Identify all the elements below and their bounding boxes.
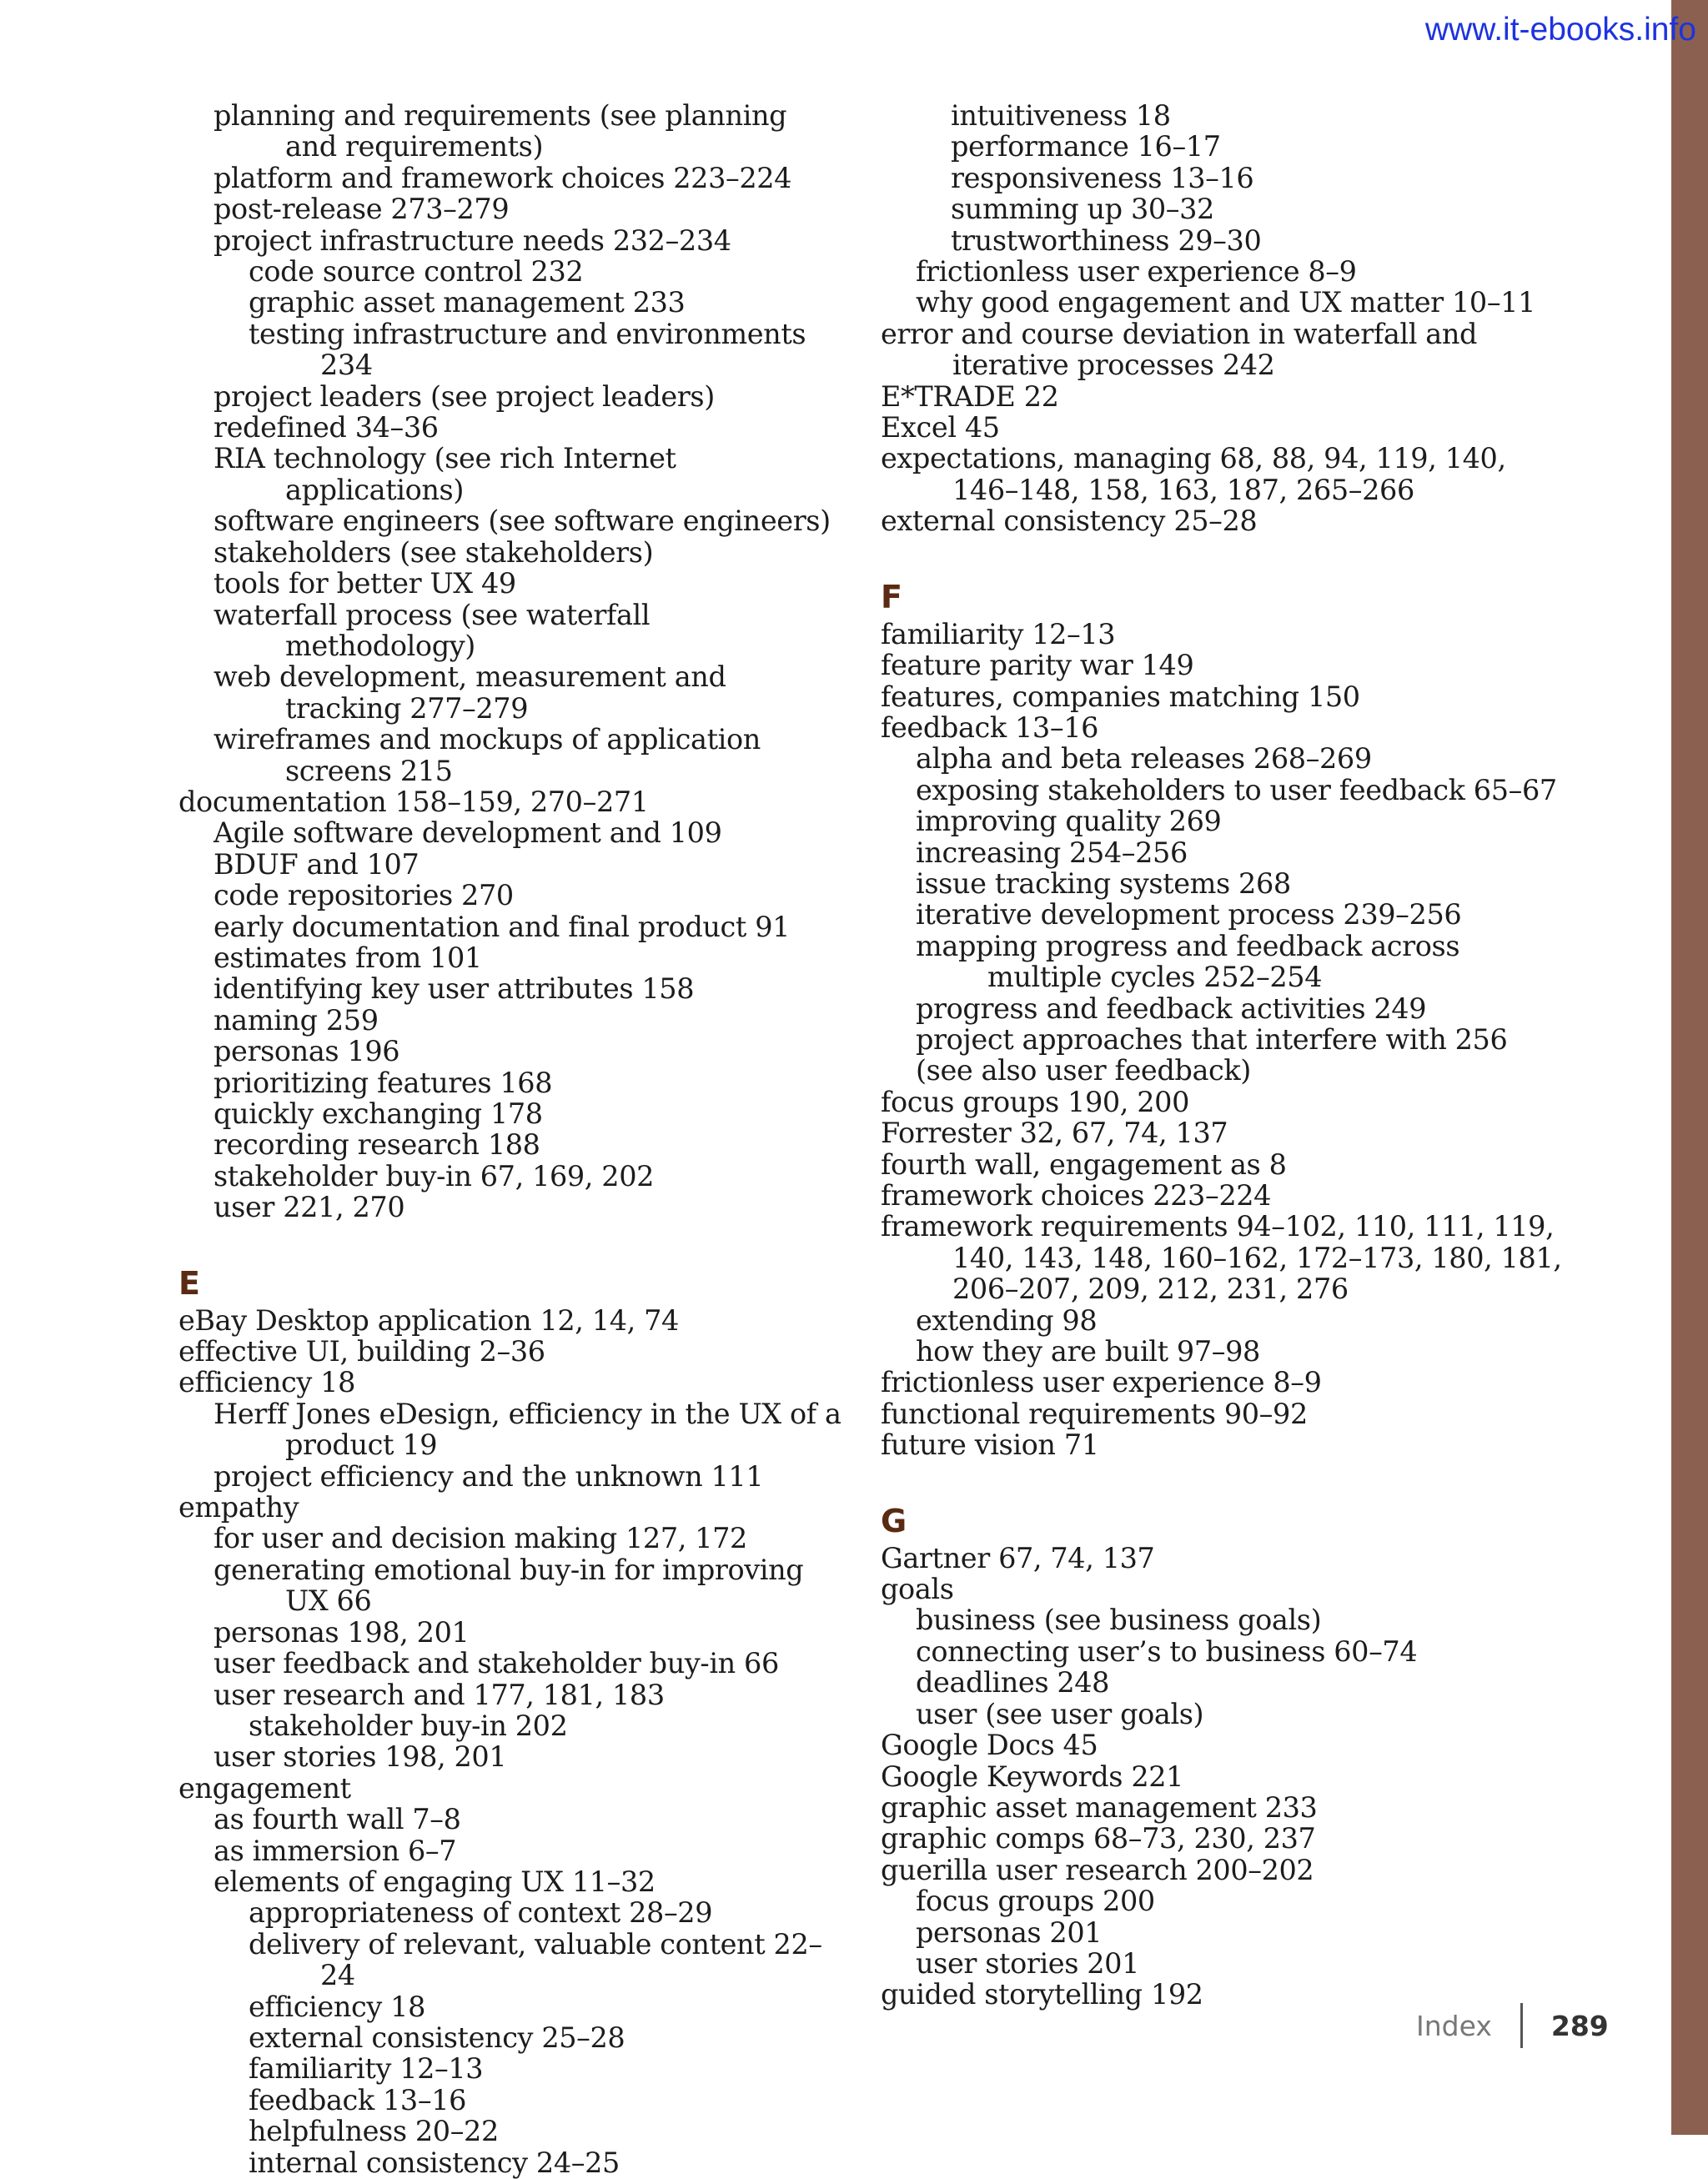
index-entry: Excel 45: [881, 411, 1000, 444]
index-subentry: iterative development process 239–256: [916, 898, 1462, 931]
index-subentry: project approaches that interfere with 256: [916, 1022, 1508, 1056]
index-subentry: wireframes and mockups of application screens 215: [214, 723, 761, 787]
index-subentry: code repositories 270: [214, 879, 514, 912]
index-subentry: efficiency 18: [249, 1990, 425, 2023]
index-subentry: software engineers (see software engineers): [214, 505, 831, 538]
index-subentry: mapping progress and feedback across multiple cycles 252–254: [916, 929, 1460, 994]
index-entry: familiarity 12–13: [881, 617, 1116, 650]
index-subentry: why good engagement and UX matter 10–11: [916, 286, 1535, 319]
index-subentry: exposing stakeholders to user feedback 65–67: [916, 773, 1557, 806]
index-entry: framework choices 223–224: [881, 1179, 1272, 1212]
index-subentry: prioritizing features 168: [214, 1066, 553, 1099]
index-subentry: user stories 198, 201: [214, 1740, 507, 1774]
index-subentry: stakeholder buy-in 67, 169, 202: [214, 1159, 655, 1192]
index-subentry: intuitiveness 18: [951, 99, 1171, 132]
index-subentry: personas 201: [916, 1915, 1103, 1949]
index-subentry: external consistency 25–28: [249, 2021, 625, 2054]
index-subentry: alpha and beta releases 268–269: [916, 742, 1372, 776]
index-subentry: responsiveness 13–16: [951, 161, 1254, 194]
index-subentry: Agile software development and 109: [214, 816, 722, 850]
index-subentry: user feedback and stakeholder buy-in 66: [214, 1647, 779, 1680]
index-subentry: progress and feedback activities 249: [916, 992, 1427, 1025]
index-subentry: connecting user’s to business 60–74: [916, 1634, 1418, 1668]
index-subentry: project infrastructure needs 232–234: [214, 223, 731, 257]
index-subentry: feedback 13–16: [249, 2083, 467, 2116]
index-subentry: code source control 232: [249, 255, 584, 289]
index-subentry: extending 98: [916, 1303, 1098, 1337]
index-subentry: naming 259: [214, 1003, 379, 1037]
index-entry: feedback 13–16: [881, 710, 1099, 744]
index-subentry: how they are built 97–98: [916, 1335, 1260, 1368]
index-entry: features, companies matching 150: [881, 680, 1360, 713]
index-entry: future vision 71: [881, 1428, 1099, 1462]
index-entry: engagement: [178, 1771, 351, 1805]
index-entry: empathy: [178, 1491, 299, 1524]
letter-heading: E: [178, 1264, 200, 1302]
index-entry: external consistency 25–28: [881, 505, 1258, 538]
index-subentry: graphic asset management 233: [249, 286, 686, 319]
index-subentry: deadlines 248: [916, 1666, 1110, 1700]
index-entry: focus groups 190, 200: [881, 1085, 1190, 1118]
section-gap: [881, 1461, 1573, 1503]
index-subentry: issue tracking systems 268: [916, 866, 1291, 900]
index-subentry: for user and decision making 127, 172: [214, 1522, 747, 1555]
index-subentry: project leaders (see project leaders): [214, 379, 715, 413]
index-subentry: user 221, 270: [214, 1191, 405, 1224]
index-subentry: performance 16–17: [951, 130, 1221, 163]
index-entry: goals: [881, 1573, 954, 1606]
index-subentry: post-release 273–279: [214, 193, 510, 226]
index-subentry: helpfulness 20–22: [249, 2115, 499, 2148]
index-subentry: waterfall process (see waterfall methodology): [214, 598, 651, 662]
letter-heading: F: [881, 578, 902, 615]
index-subentry: stakeholders (see stakeholders): [214, 535, 654, 569]
index-subentry: business (see business goals): [916, 1604, 1322, 1637]
index-entry: error and course deviation in waterfall and iterative processes 242: [881, 317, 1478, 382]
index-subentry: personas 196: [214, 1035, 400, 1068]
index-subentry: platform and framework choices 223–224: [214, 161, 792, 194]
section-gap: [881, 537, 1573, 579]
watermark-link[interactable]: www.it-ebooks.info: [1424, 12, 1696, 48]
index-subentry: personas 198, 201: [214, 1615, 470, 1649]
index-subentry: tools for better UX 49: [214, 567, 516, 600]
index-subentry: early documentation and final product 91: [214, 910, 791, 943]
index-entry: Gartner 67, 74, 137: [881, 1541, 1155, 1574]
index-entry: fourth wall, engagement as 8: [881, 1147, 1287, 1181]
index-entry: effective UI, building 2–36: [178, 1335, 545, 1368]
index-entry: documentation 158–159, 270–271: [178, 785, 649, 818]
index-subentry: elements of engaging UX 11–32: [214, 1865, 656, 1898]
index-subentry: project efficiency and the unknown 111: [214, 1459, 764, 1493]
index-subentry: frictionless user experience 8–9: [916, 255, 1357, 289]
index-subentry: user stories 201: [916, 1946, 1140, 1980]
index-subentry: identifying key user attributes 158: [214, 972, 695, 1006]
page-number: 289: [1550, 2009, 1609, 2042]
index-entry: Google Docs 45: [881, 1729, 1098, 1762]
index-subentry: appropriateness of context 28–29: [249, 1896, 713, 1930]
section-gap: [178, 1223, 846, 1265]
index-subentry: Herff Jones eDesign, efficiency in the UX of a product 19: [214, 1397, 841, 1462]
index-entry: graphic asset management 233: [881, 1790, 1318, 1824]
index-subentry: planning and requirements (see planning and requirements): [214, 99, 787, 163]
index-subentry: stakeholder buy-in 202: [249, 1709, 568, 1742]
index-entry: feature parity war 149: [881, 649, 1194, 682]
index-subentry: delivery of relevant, valuable content 22–24: [249, 1927, 822, 1992]
footer-divider: [1520, 2003, 1523, 2048]
index-subentry: user research and 177, 181, 183: [214, 1678, 665, 1711]
index-entry: functional requirements 90–92: [881, 1397, 1308, 1430]
index-subentry: increasing 254–256: [916, 836, 1188, 869]
page-edge-band: [1671, 0, 1708, 2135]
index-entry: eBay Desktop application 12, 14, 74: [178, 1303, 679, 1337]
index-subentry: familiarity 12–13: [249, 2052, 484, 2086]
index-entry: efficiency 18: [178, 1366, 355, 1399]
index-subentry: BDUF and 107: [214, 847, 419, 881]
index-entry: guerilla user research 200–202: [881, 1853, 1314, 1886]
page-footer: [1416, 2003, 1609, 2048]
index-entry: frictionless user experience 8–9: [881, 1366, 1322, 1399]
index-entry: graphic comps 68–73, 230, 237: [881, 1822, 1316, 1855]
index-subentry: as fourth wall 7–8: [214, 1803, 461, 1836]
index-subentry: quickly exchanging 178: [214, 1097, 543, 1130]
index-entry: expectations, managing 68, 88, 94, 119, 140, 146–148, 158, 163, 187, 265–266: [881, 442, 1506, 506]
index-subentry: estimates from 101: [214, 941, 482, 974]
index-subentry: redefined 34–36: [214, 411, 439, 444]
letter-heading: G: [881, 1502, 907, 1539]
index-subentry: (see also user feedback): [916, 1054, 1251, 1087]
footer-section-label: Index: [1416, 2009, 1492, 2042]
index-subentry: RIA technology (see rich Internet applications): [214, 442, 676, 506]
index-subentry: generating emotional buy-in for improving UX 66: [214, 1553, 804, 1618]
index-subentry: recording research 188: [214, 1128, 540, 1162]
index-subentry: internal consistency 24–25: [249, 2146, 620, 2179]
index-subentry: web development, measurement and tracking 277–279: [214, 660, 726, 725]
index-entry: E*TRADE 22: [881, 379, 1059, 413]
index-column-left: [178, 100, 846, 2178]
index-subentry: as immersion 6–7: [214, 1834, 457, 1867]
index-entry: guided storytelling 192: [881, 1978, 1203, 2011]
index-entry: Forrester 32, 67, 74, 137: [881, 1117, 1228, 1150]
index-entry: framework requirements 94–102, 110, 111, 119, 140, 143, 148, 160–162, 172–173, 180, 181, 206–207, 209, 212, 231, 276: [881, 1210, 1562, 1306]
index-subentry: user (see user goals): [916, 1697, 1204, 1730]
index-subentry: trustworthiness 29–30: [951, 223, 1262, 257]
index-entry: Google Keywords 221: [881, 1760, 1184, 1793]
index-column-right: [881, 100, 1573, 2011]
index-subentry: focus groups 200: [916, 1885, 1155, 1918]
index-subentry: summing up 30–32: [951, 193, 1214, 226]
index-subentry: testing infrastructure and environments 234: [249, 317, 806, 382]
index-subentry: improving quality 269: [916, 805, 1222, 838]
